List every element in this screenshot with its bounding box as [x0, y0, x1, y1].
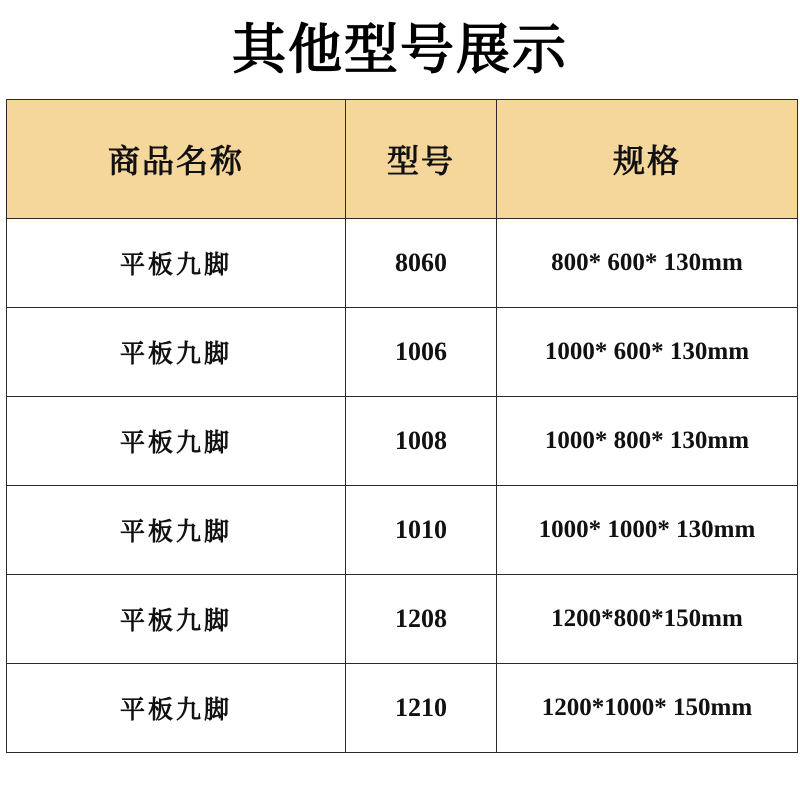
cell-model: 1208	[346, 574, 497, 663]
table-header-row	[7, 99, 798, 218]
cell-specification: 1200*1000* 150mm	[497, 663, 798, 752]
table-header	[7, 99, 798, 218]
column-header-model: 型号	[346, 99, 497, 218]
table-body	[7, 218, 798, 752]
column-header-product-name: 商品名称	[7, 99, 346, 218]
cell-model: 1008	[346, 396, 497, 485]
cell-model: 8060	[346, 218, 497, 307]
cell-model: 1006	[346, 307, 497, 396]
table-row	[7, 574, 798, 663]
cell-specification: 800* 600* 130mm	[497, 218, 798, 307]
cell-specification: 1200*800*150mm	[497, 574, 798, 663]
cell-product-name: 平板九脚	[7, 307, 346, 396]
cell-product-name: 平板九脚	[7, 396, 346, 485]
cell-specification: 1000* 1000* 130mm	[497, 485, 798, 574]
spec-table-wrapper	[0, 99, 800, 800]
page-title: 其他型号展示	[232, 20, 568, 80]
table-row	[7, 307, 798, 396]
cell-specification: 1000* 600* 130mm	[497, 307, 798, 396]
cell-specification: 1000* 800* 130mm	[497, 396, 798, 485]
spec-table	[6, 99, 798, 753]
cell-model: 1210	[346, 663, 497, 752]
cell-model: 1010	[346, 485, 497, 574]
cell-product-name: 平板九脚	[7, 485, 346, 574]
table-row	[7, 663, 798, 752]
table-row	[7, 218, 798, 307]
cell-product-name: 平板九脚	[7, 218, 346, 307]
table-row	[7, 396, 798, 485]
cell-product-name: 平板九脚	[7, 663, 346, 752]
table-row	[7, 485, 798, 574]
column-header-specification: 规格	[497, 99, 798, 218]
cell-product-name: 平板九脚	[7, 574, 346, 663]
